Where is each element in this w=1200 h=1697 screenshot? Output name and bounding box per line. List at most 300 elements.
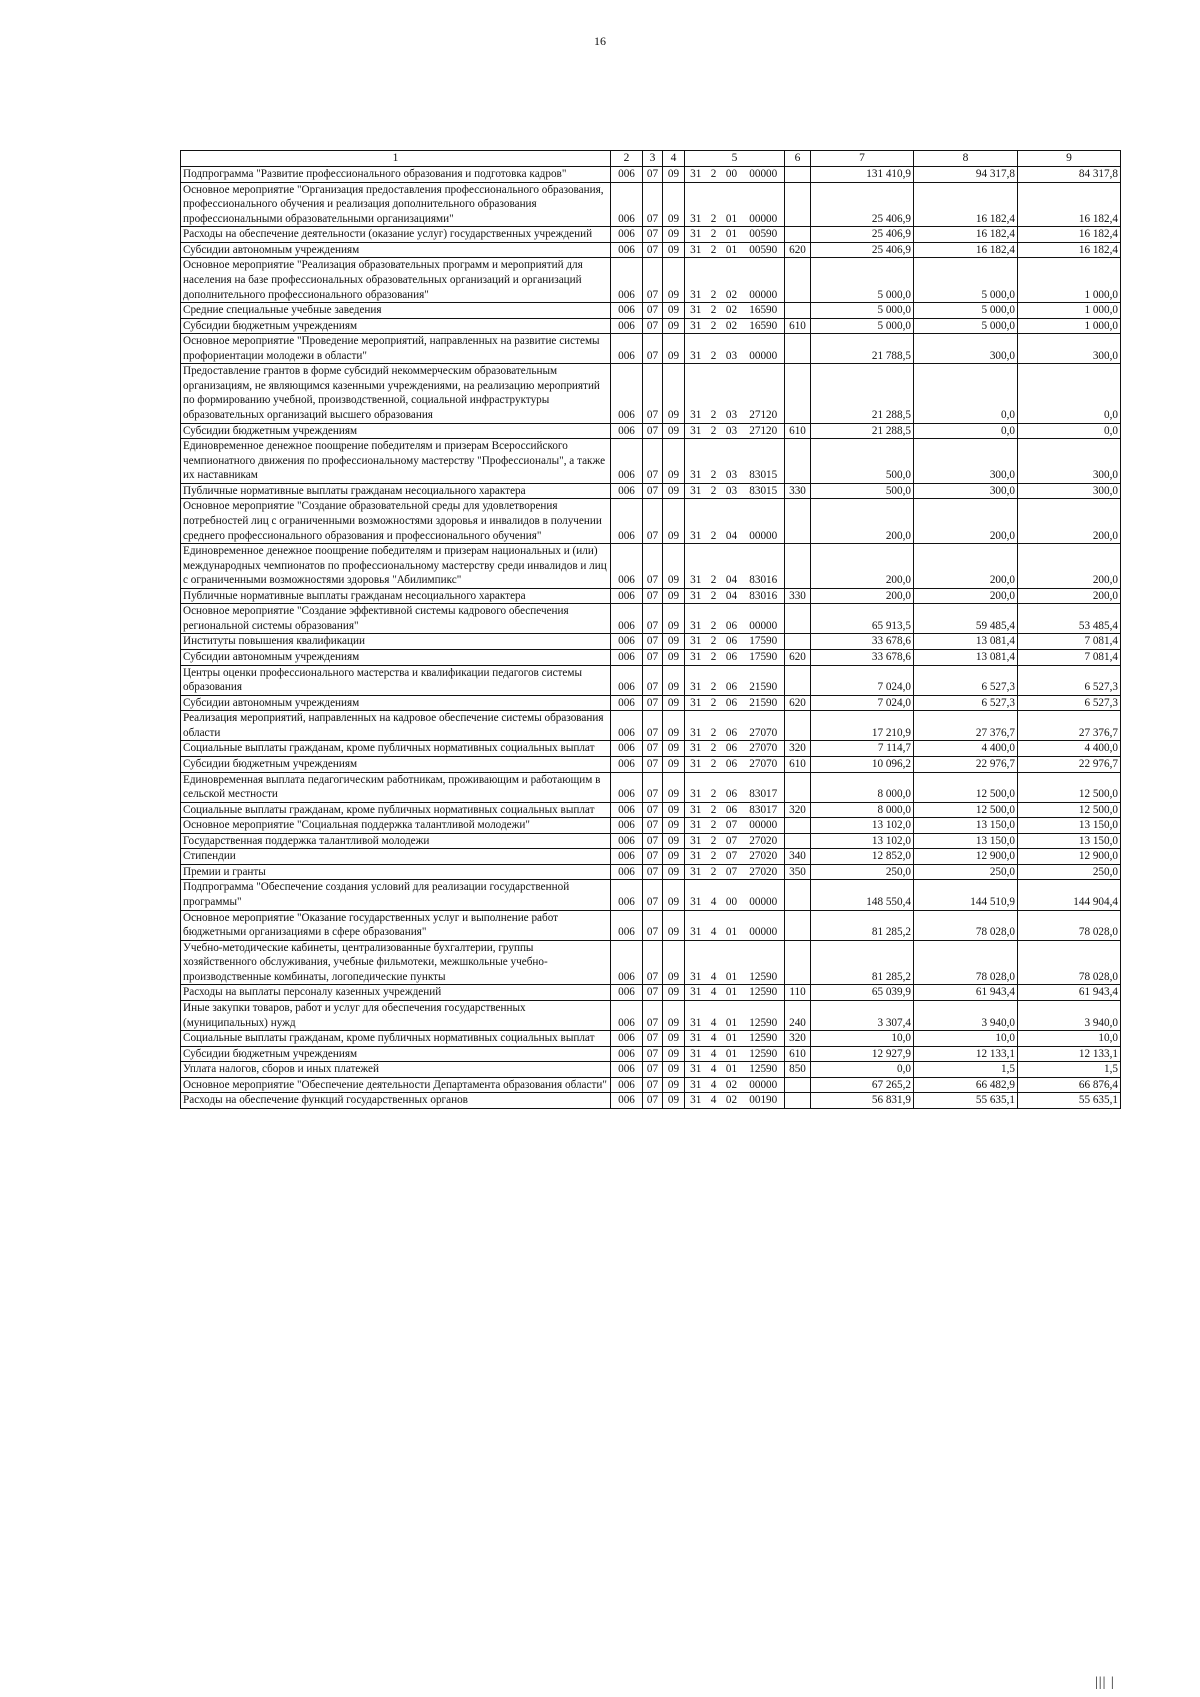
row-name: Расходы на обеспечение функций государственных органов: [181, 1093, 611, 1109]
cell-program: 31: [685, 544, 707, 589]
cell-activity: 01: [721, 242, 743, 258]
cell-activity: 00: [721, 167, 743, 183]
cell-amount-1: 250,0: [811, 864, 914, 880]
cell-amount-3: 22 976,7: [1018, 756, 1121, 772]
cell-activity: 03: [721, 439, 743, 484]
cell-subsection: 09: [663, 364, 685, 423]
cell-subprogram: 4: [707, 880, 721, 910]
cell-expense-type: 610: [785, 1046, 811, 1062]
cell-expense-type: [785, 772, 811, 802]
cell-amount-1: 131 410,9: [811, 167, 914, 183]
cell-expense-type: 110: [785, 985, 811, 1001]
cell-amount-3: 66 876,4: [1018, 1077, 1121, 1093]
cell-amount-1: 12 852,0: [811, 849, 914, 865]
cell-section: 07: [643, 1062, 663, 1078]
table-row: [181, 985, 1121, 1001]
table-row: [181, 833, 1121, 849]
cell-section: 07: [643, 588, 663, 604]
cell-subsection: 09: [663, 604, 685, 634]
cell-direction: 17590: [743, 634, 785, 650]
cell-subprogram: 4: [707, 1093, 721, 1109]
cell-program: 31: [685, 334, 707, 364]
cell-amount-2: 300,0: [914, 439, 1018, 484]
cell-subprogram: 2: [707, 167, 721, 183]
cell-amount-3: 55 635,1: [1018, 1093, 1121, 1109]
cell-subprogram: 4: [707, 940, 721, 985]
cell-program: 31: [685, 772, 707, 802]
cell-amount-2: 300,0: [914, 483, 1018, 499]
cell-amount-3: 78 028,0: [1018, 910, 1121, 940]
cell-activity: 02: [721, 1077, 743, 1093]
cell-amount-1: 12 927,9: [811, 1046, 914, 1062]
cell-subsection: 09: [663, 711, 685, 741]
cell-ministry: 006: [611, 1077, 643, 1093]
cell-amount-3: 7 081,4: [1018, 650, 1121, 666]
cell-subprogram: 2: [707, 756, 721, 772]
cell-direction: 27020: [743, 833, 785, 849]
cell-activity: 01: [721, 1062, 743, 1078]
cell-amount-3: 27 376,7: [1018, 711, 1121, 741]
cell-expense-type: 610: [785, 318, 811, 334]
cell-amount-2: 13 150,0: [914, 818, 1018, 834]
cell-expense-type: [785, 258, 811, 303]
cell-activity: 01: [721, 940, 743, 985]
cell-section: 07: [643, 483, 663, 499]
table-row: [181, 802, 1121, 818]
header-cell: 6: [785, 151, 811, 167]
table-row: [181, 499, 1121, 544]
cell-activity: 07: [721, 833, 743, 849]
table-row: [181, 711, 1121, 741]
cell-amount-2: 78 028,0: [914, 910, 1018, 940]
cell-subsection: 09: [663, 849, 685, 865]
row-name: Подпрограмма "Развитие профессионального образования и подготовка кадров": [181, 167, 611, 183]
table-body: [181, 167, 1121, 1109]
cell-subsection: 09: [663, 1046, 685, 1062]
cell-expense-type: [785, 634, 811, 650]
cell-amount-3: 200,0: [1018, 544, 1121, 589]
cell-section: 07: [643, 711, 663, 741]
cell-ministry: 006: [611, 940, 643, 985]
cell-section: 07: [643, 439, 663, 484]
cell-activity: 06: [721, 650, 743, 666]
cell-activity: 02: [721, 303, 743, 319]
row-name: Субсидии бюджетным учреждениям: [181, 1046, 611, 1062]
cell-subsection: 09: [663, 880, 685, 910]
cell-amount-1: 25 406,9: [811, 182, 914, 227]
cell-section: 07: [643, 985, 663, 1001]
cell-expense-type: 320: [785, 1031, 811, 1047]
cell-program: 31: [685, 802, 707, 818]
table-row: [181, 880, 1121, 910]
row-name: Институты повышения квалификации: [181, 634, 611, 650]
cell-expense-type: [785, 604, 811, 634]
cell-amount-3: 13 150,0: [1018, 833, 1121, 849]
cell-amount-3: 1 000,0: [1018, 318, 1121, 334]
cell-direction: 12590: [743, 1000, 785, 1030]
header-cell: 4: [663, 151, 685, 167]
cell-subprogram: 2: [707, 650, 721, 666]
cell-subsection: 09: [663, 1077, 685, 1093]
cell-ministry: 006: [611, 499, 643, 544]
row-name: Единовременное денежное поощрение победителям и призерам Всероссийского чемпионатного движения по профессиональному мастерству "Профессионалы", а также их наставникам: [181, 439, 611, 484]
table-row: [181, 1046, 1121, 1062]
cell-amount-1: 200,0: [811, 588, 914, 604]
cell-amount-2: 16 182,4: [914, 227, 1018, 243]
table-row: [181, 864, 1121, 880]
cell-expense-type: [785, 818, 811, 834]
cell-direction: 00000: [743, 182, 785, 227]
cell-activity: 06: [721, 711, 743, 741]
cell-direction: 27070: [743, 741, 785, 757]
cell-amount-1: 5 000,0: [811, 303, 914, 319]
cell-expense-type: [785, 910, 811, 940]
cell-ministry: 006: [611, 318, 643, 334]
header-cell: 8: [914, 151, 1018, 167]
cell-amount-1: 21 788,5: [811, 334, 914, 364]
cell-amount-1: 65 039,9: [811, 985, 914, 1001]
cell-section: 07: [643, 604, 663, 634]
cell-expense-type: 610: [785, 423, 811, 439]
cell-amount-3: 200,0: [1018, 499, 1121, 544]
cell-direction: 83015: [743, 439, 785, 484]
table-row: [181, 772, 1121, 802]
cell-expense-type: 320: [785, 741, 811, 757]
cell-section: 07: [643, 695, 663, 711]
cell-amount-1: 200,0: [811, 544, 914, 589]
row-name: Премии и гранты: [181, 864, 611, 880]
cell-subprogram: 2: [707, 604, 721, 634]
cell-section: 07: [643, 334, 663, 364]
cell-program: 31: [685, 634, 707, 650]
cell-direction: 00590: [743, 227, 785, 243]
table-row: [181, 318, 1121, 334]
table-row: [181, 227, 1121, 243]
cell-amount-1: 7 024,0: [811, 665, 914, 695]
table-row: [181, 439, 1121, 484]
cell-subsection: 09: [663, 650, 685, 666]
cell-direction: 83016: [743, 588, 785, 604]
table-row: [181, 1000, 1121, 1030]
cell-amount-3: 61 943,4: [1018, 985, 1121, 1001]
cell-program: 31: [685, 499, 707, 544]
table-row: [181, 182, 1121, 227]
row-name: Социальные выплаты гражданам, кроме публичных нормативных социальных выплат: [181, 802, 611, 818]
cell-subsection: 09: [663, 756, 685, 772]
cell-amount-2: 12 133,1: [914, 1046, 1018, 1062]
row-name: Социальные выплаты гражданам, кроме публичных нормативных социальных выплат: [181, 1031, 611, 1047]
cell-direction: 27020: [743, 864, 785, 880]
cell-section: 07: [643, 318, 663, 334]
cell-section: 07: [643, 1031, 663, 1047]
cell-amount-2: 13 081,4: [914, 650, 1018, 666]
cell-amount-3: 53 485,4: [1018, 604, 1121, 634]
cell-subprogram: 2: [707, 303, 721, 319]
cell-subsection: 09: [663, 242, 685, 258]
cell-subprogram: 4: [707, 910, 721, 940]
cell-ministry: 006: [611, 1031, 643, 1047]
table-row: [181, 665, 1121, 695]
row-name: Основное мероприятие "Социальная поддержка талантливой молодежи": [181, 818, 611, 834]
cell-program: 31: [685, 1062, 707, 1078]
cell-expense-type: 620: [785, 695, 811, 711]
cell-activity: 01: [721, 1031, 743, 1047]
cell-amount-3: 16 182,4: [1018, 182, 1121, 227]
cell-program: 31: [685, 227, 707, 243]
row-name: Основное мероприятие "Обеспечение деятельности Департамента образования области": [181, 1077, 611, 1093]
cell-direction: 00000: [743, 818, 785, 834]
cell-subsection: 09: [663, 741, 685, 757]
cell-direction: 83017: [743, 772, 785, 802]
cell-amount-3: 1 000,0: [1018, 258, 1121, 303]
cell-amount-3: 78 028,0: [1018, 940, 1121, 985]
row-name: Субсидии бюджетным учреждениям: [181, 423, 611, 439]
row-name: Центры оценки профессионального мастерства и квалификации педагогов системы образования: [181, 665, 611, 695]
cell-subsection: 09: [663, 910, 685, 940]
cell-ministry: 006: [611, 242, 643, 258]
cell-amount-1: 17 210,9: [811, 711, 914, 741]
cell-amount-1: 148 550,4: [811, 880, 914, 910]
cell-ministry: 006: [611, 880, 643, 910]
cell-expense-type: [785, 1093, 811, 1109]
cell-expense-type: 620: [785, 242, 811, 258]
cell-expense-type: [785, 880, 811, 910]
cell-amount-3: 12 500,0: [1018, 802, 1121, 818]
cell-subsection: 09: [663, 588, 685, 604]
cell-section: 07: [643, 910, 663, 940]
row-name: Публичные нормативные выплаты гражданам несоциального характера: [181, 588, 611, 604]
cell-direction: 83017: [743, 802, 785, 818]
row-name: Субсидии бюджетным учреждениям: [181, 318, 611, 334]
cell-activity: 03: [721, 483, 743, 499]
cell-section: 07: [643, 756, 663, 772]
cell-section: 07: [643, 364, 663, 423]
cell-subprogram: 4: [707, 985, 721, 1001]
row-name: Единовременная выплата педагогическим работникам, проживающим и работающим в сельской местности: [181, 772, 611, 802]
table-row: [181, 1093, 1121, 1109]
cell-ministry: 006: [611, 756, 643, 772]
cell-amount-3: 84 317,8: [1018, 167, 1121, 183]
cell-expense-type: [785, 499, 811, 544]
cell-ministry: 006: [611, 741, 643, 757]
table-row: [181, 1031, 1121, 1047]
cell-amount-3: 0,0: [1018, 423, 1121, 439]
cell-subsection: 09: [663, 1031, 685, 1047]
row-name: Основное мероприятие "Оказание государственных услуг и выполнение работ бюджетными организациями в сфере образования": [181, 910, 611, 940]
cell-direction: 00190: [743, 1093, 785, 1109]
cell-activity: 02: [721, 318, 743, 334]
cell-amount-2: 55 635,1: [914, 1093, 1018, 1109]
cell-ministry: 006: [611, 167, 643, 183]
row-name: Субсидии бюджетным учреждениям: [181, 756, 611, 772]
cell-direction: 83015: [743, 483, 785, 499]
cell-activity: 07: [721, 849, 743, 865]
page-number: 16: [594, 34, 606, 48]
cell-direction: 12590: [743, 985, 785, 1001]
cell-program: 31: [685, 665, 707, 695]
cell-section: 07: [643, 650, 663, 666]
cell-section: 07: [643, 182, 663, 227]
row-name: Субсидии автономным учреждениям: [181, 242, 611, 258]
cell-amount-2: 300,0: [914, 334, 1018, 364]
cell-subprogram: 2: [707, 483, 721, 499]
cell-amount-2: 5 000,0: [914, 318, 1018, 334]
cell-amount-1: 200,0: [811, 499, 914, 544]
cell-ministry: 006: [611, 711, 643, 741]
cell-amount-1: 8 000,0: [811, 802, 914, 818]
cell-subsection: 09: [663, 1000, 685, 1030]
cell-subprogram: 2: [707, 833, 721, 849]
cell-subprogram: 2: [707, 258, 721, 303]
cell-ministry: 006: [611, 695, 643, 711]
cell-program: 31: [685, 880, 707, 910]
cell-ministry: 006: [611, 364, 643, 423]
cell-activity: 01: [721, 985, 743, 1001]
cell-expense-type: 330: [785, 588, 811, 604]
cell-amount-3: 12 500,0: [1018, 772, 1121, 802]
cell-direction: 00590: [743, 242, 785, 258]
cell-subsection: 09: [663, 985, 685, 1001]
cell-ministry: 006: [611, 227, 643, 243]
cell-subsection: 09: [663, 483, 685, 499]
cell-subsection: 09: [663, 1093, 685, 1109]
cell-activity: 06: [721, 802, 743, 818]
cell-program: 31: [685, 182, 707, 227]
cell-activity: 01: [721, 910, 743, 940]
cell-amount-1: 21 288,5: [811, 364, 914, 423]
cell-expense-type: [785, 544, 811, 589]
cell-section: 07: [643, 303, 663, 319]
cell-activity: 00: [721, 880, 743, 910]
cell-expense-type: [785, 439, 811, 484]
cell-section: 07: [643, 242, 663, 258]
cell-activity: 07: [721, 818, 743, 834]
header-cell: 7: [811, 151, 914, 167]
cell-subprogram: 4: [707, 1046, 721, 1062]
table-row: [181, 741, 1121, 757]
cell-section: 07: [643, 544, 663, 589]
cell-ministry: 006: [611, 303, 643, 319]
cell-activity: 01: [721, 182, 743, 227]
cell-expense-type: [785, 227, 811, 243]
cell-subsection: 09: [663, 439, 685, 484]
cell-direction: 00000: [743, 334, 785, 364]
table-row: [181, 544, 1121, 589]
cell-amount-1: 33 678,6: [811, 634, 914, 650]
cell-amount-1: 5 000,0: [811, 318, 914, 334]
table-row: [181, 634, 1121, 650]
cell-direction: 12590: [743, 940, 785, 985]
cell-ministry: 006: [611, 588, 643, 604]
cell-subprogram: 2: [707, 182, 721, 227]
table-row: [181, 756, 1121, 772]
cell-subsection: 09: [663, 634, 685, 650]
cell-amount-1: 7 024,0: [811, 695, 914, 711]
row-name: Единовременное денежное поощрение победителям и призерам национальных и (или) международных чемпионатов по профессиональному мастерству среди инвалидов и лиц с ограниченными возможностями здоровья "Абилимпикс": [181, 544, 611, 589]
cell-expense-type: [785, 833, 811, 849]
row-name: Субсидии автономным учреждениям: [181, 650, 611, 666]
cell-subsection: 09: [663, 499, 685, 544]
cell-amount-3: 7 081,4: [1018, 634, 1121, 650]
row-name: Уплата налогов, сборов и иных платежей: [181, 1062, 611, 1078]
cell-subsection: 09: [663, 544, 685, 589]
table-row: [181, 818, 1121, 834]
cell-section: 07: [643, 880, 663, 910]
cell-direction: 00000: [743, 604, 785, 634]
cell-amount-1: 0,0: [811, 1062, 914, 1078]
cell-subprogram: 2: [707, 864, 721, 880]
cell-amount-3: 1 000,0: [1018, 303, 1121, 319]
cell-activity: 06: [721, 756, 743, 772]
row-name: Социальные выплаты гражданам, кроме публичных нормативных социальных выплат: [181, 741, 611, 757]
cell-section: 07: [643, 864, 663, 880]
cell-direction: 21590: [743, 665, 785, 695]
row-name: Расходы на обеспечение деятельности (оказание услуг) государственных учреждений: [181, 227, 611, 243]
table-row: [181, 604, 1121, 634]
cell-amount-1: 56 831,9: [811, 1093, 914, 1109]
table-row: [181, 242, 1121, 258]
cell-activity: 03: [721, 334, 743, 364]
cell-ministry: 006: [611, 258, 643, 303]
cell-subprogram: 2: [707, 741, 721, 757]
header-cell: 3: [643, 151, 663, 167]
cell-section: 07: [643, 258, 663, 303]
cell-amount-2: 200,0: [914, 588, 1018, 604]
cell-subprogram: 2: [707, 423, 721, 439]
cell-amount-3: 16 182,4: [1018, 242, 1121, 258]
cell-section: 07: [643, 1000, 663, 1030]
cell-subsection: 09: [663, 772, 685, 802]
cell-section: 07: [643, 227, 663, 243]
cell-direction: 17590: [743, 650, 785, 666]
cell-amount-3: 1,5: [1018, 1062, 1121, 1078]
cell-direction: 00000: [743, 167, 785, 183]
cell-section: 07: [643, 634, 663, 650]
cell-subprogram: 2: [707, 665, 721, 695]
cell-amount-2: 13 081,4: [914, 634, 1018, 650]
cell-subprogram: 2: [707, 318, 721, 334]
header-cell: 9: [1018, 151, 1121, 167]
table-row: [181, 940, 1121, 985]
cell-amount-2: 4 400,0: [914, 741, 1018, 757]
cell-subprogram: 4: [707, 1000, 721, 1030]
row-name: Основное мероприятие "Создание образовательной среды для удовлетворения потребностей лиц с ограниченными возможностями здоровья и инвалидов в получении среднего профессионального образования и профессионального обучения": [181, 499, 611, 544]
cell-ministry: 006: [611, 849, 643, 865]
cell-amount-3: 4 400,0: [1018, 741, 1121, 757]
cell-activity: 07: [721, 864, 743, 880]
cell-amount-3: 12 900,0: [1018, 849, 1121, 865]
cell-amount-3: 12 133,1: [1018, 1046, 1121, 1062]
cell-amount-3: 144 904,4: [1018, 880, 1121, 910]
cell-section: 07: [643, 1093, 663, 1109]
cell-program: 31: [685, 318, 707, 334]
cell-section: 07: [643, 1077, 663, 1093]
cell-expense-type: 340: [785, 849, 811, 865]
row-name: Основное мероприятие "Создание эффективной системы кадрового обеспечения региональной системы образования": [181, 604, 611, 634]
row-name: Подпрограмма "Обеспечение создания условий для реализации государственной программы": [181, 880, 611, 910]
row-name: Учебно-методические кабинеты, централизованные бухгалтерии, группы хозяйственного обслуживания, учебные фильмотеки, межшкольные учебно-производственные комбинаты, логопедические пункты: [181, 940, 611, 985]
table-row: [181, 849, 1121, 865]
cell-program: 31: [685, 604, 707, 634]
cell-amount-2: 12 500,0: [914, 772, 1018, 802]
table-row: [181, 334, 1121, 364]
cell-ministry: 006: [611, 665, 643, 695]
cell-amount-1: 21 288,5: [811, 423, 914, 439]
cell-subprogram: 2: [707, 227, 721, 243]
cell-expense-type: [785, 1077, 811, 1093]
cell-amount-1: 13 102,0: [811, 818, 914, 834]
table-row: [181, 423, 1121, 439]
